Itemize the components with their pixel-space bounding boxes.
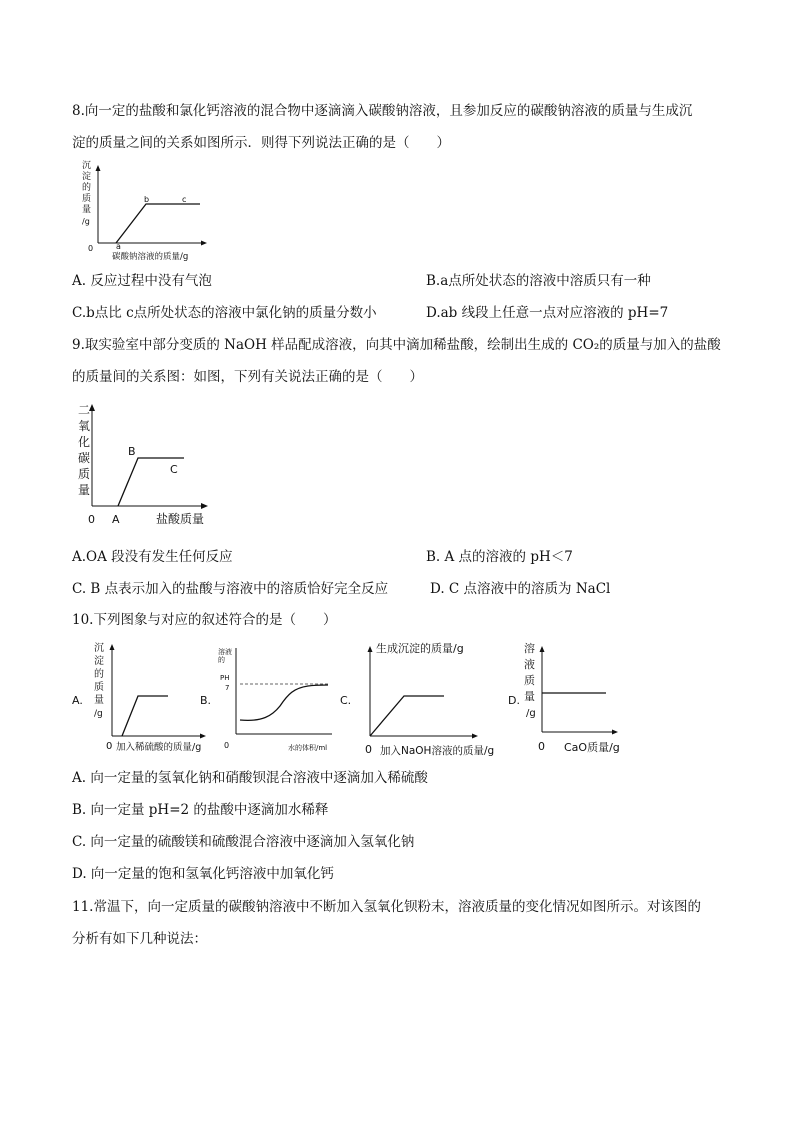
q8-stem-line2: 淀的质量之间的关系如图所示．则得下列说法正确的是（ ） [72, 135, 450, 151]
q10-b-seven: 7 [225, 684, 230, 692]
q10-option-b: B. 向一定量 pH=2 的盐酸中逐滴加水稀释 [72, 802, 329, 818]
q10-c-x-arrow [472, 734, 478, 739]
q10-b-curve [240, 685, 328, 720]
q9-point-c: C [170, 463, 178, 476]
q9-ylabel-6: 量 [78, 483, 91, 497]
q10-d-ylabel-5: /g [526, 708, 536, 719]
q10-a-ylabel-4: 质 [94, 682, 104, 693]
q10-a-xlabel: 加入稀硫酸的质量/g [116, 742, 202, 753]
q11-stem-line1: 11.常温下，向一定质量的碳酸钠溶液中不断加入氢氧化钡粉末，溶液质量的变化情况如图所示。对该图的 [72, 899, 701, 915]
q8-xlabel: 碳酸钠溶液的质量/g [112, 252, 189, 262]
q10-d-y-arrow [540, 646, 545, 652]
q10-d-xlabel: CaO质量/g [564, 741, 620, 754]
q10-graph-d-tag: D. [508, 694, 520, 707]
q9-ylabel-3: 化 [78, 435, 91, 449]
q9-option-c: C. B 点表示加入的盐酸与溶液中的溶质恰好完全反应 [72, 581, 389, 597]
q10-d-ylabel-2: 液 [524, 658, 535, 671]
q9-point-a: A [112, 513, 120, 526]
q8-ylabel-5: 量 [82, 205, 92, 215]
q10-d-x-arrow [612, 730, 618, 735]
q9-stem-line2: 的质量间的关系图：如图，下列有关说法正确的是（ ） [72, 369, 423, 385]
q8-x-arrow [201, 241, 207, 246]
q10-option-a: A. 向一定量的氢氧化钠和硝酸钡混合溶液中逐滴加入稀硫酸 [72, 770, 428, 786]
q10-d-origin: 0 [538, 740, 545, 753]
q10-c-y-arrow [368, 646, 373, 652]
q10-b-origin: 0 [224, 741, 230, 750]
q9-option-a: A.OA 段没有发生任何反应 [72, 549, 233, 565]
q10-graph-c-tag: C. [340, 694, 352, 707]
q10-b-ylabel-1: 溶液 [218, 648, 232, 656]
q9-stem-line1: 9.取实验室中部分变质的 NaOH 样品配成溶液，向其中滴加稀盐酸，绘制出生成的 CO₂的质量与加入的盐酸 [72, 337, 721, 353]
q8-option-b: B.a点所处状态的溶液中溶质只有一种 [426, 273, 651, 289]
q8-stem-line1: 8.向一定的盐酸和氯化钙溶液的混合物中逐滴滴入碳酸钠溶液，且参加反应的碳酸钠溶液的质量与生成沉 [72, 103, 693, 119]
q10-d-ylabel-1: 溶 [524, 642, 535, 655]
q9-ylabel-4: 碳 [78, 451, 91, 465]
q9-ylabel-2: 氧 [78, 419, 91, 433]
q10-a-ylabel-5: 量 [94, 695, 104, 706]
q10-graph-a-tag: A. [72, 694, 83, 707]
q9-option-d: D. C 点溶液中的溶质为 NaCl [430, 581, 611, 597]
q10-d-ylabel-4: 量 [524, 690, 535, 703]
q10-option-d: D. 向一定量的饱和氢氧化钙溶液中加氧化钙 [72, 866, 334, 882]
q8-graph [76, 160, 216, 265]
q9-option-b: B. A 点的溶液的 pH＜7 [426, 549, 573, 565]
q9-graph [74, 398, 214, 530]
q8-y-arrow [96, 165, 101, 171]
q8-ylabel-6: /g [82, 217, 90, 226]
q10-a-origin: 0 [106, 741, 113, 752]
q10-a-ylabel-1: 沉 [94, 643, 104, 654]
q10-graph-c [340, 636, 515, 756]
q10-a-ylabel-2: 淀 [94, 656, 104, 667]
q10-stem: 10.下列图象与对应的叙述符合的是（ ） [72, 612, 337, 628]
q8-point-c: c [182, 195, 187, 204]
q8-ylabel-1: 沉 [82, 161, 92, 171]
q10-c-curve [370, 696, 444, 736]
q8-option-a: A. 反应过程中没有气泡 [72, 273, 212, 289]
q9-x-arrow [201, 503, 208, 509]
q10-option-c: C. 向一定量的硫酸镁和硫酸混合溶液中逐滴加入氢氧化钠 [72, 834, 415, 850]
q8-point-a: a [116, 242, 121, 251]
q9-xlabel: 盐酸质量 [156, 512, 205, 526]
q10-c-xlabel: 加入NaOH溶液的质量/g [380, 745, 495, 757]
q10-c-origin: 0 [365, 743, 372, 756]
q10-a-y-arrow [110, 644, 115, 650]
q10-b-ylabel-3: PH [220, 674, 230, 682]
q8-curve [116, 204, 200, 243]
q10-graph-d [508, 636, 638, 756]
q10-c-ylabel: 生成沉淀的质量/g [376, 642, 464, 655]
q8-option-c: C.b点比 c点所处状态的溶液中氯化钠的质量分数小 [72, 305, 377, 321]
q10-a-ylabel-3: 的 [94, 669, 104, 680]
q9-point-b: B [128, 445, 136, 458]
q10-graph-b-tag: B. [200, 694, 212, 707]
q9-origin: 0 [88, 513, 95, 526]
q9-ylabel-1: 二 [78, 403, 91, 417]
q11-stem-line2: 分析有如下几种说法： [72, 931, 207, 947]
q10-b-ylabel-2: 的 [218, 656, 225, 664]
q10-a-ylabel-6: /g [94, 709, 103, 719]
q8-origin: 0 [88, 244, 94, 253]
q10-b-xlabel: 水的体积/ml [288, 744, 328, 752]
q9-ylabel-5: 质 [78, 467, 91, 481]
q8-ylabel-3: 的 [82, 183, 92, 193]
q10-a-curve [122, 696, 168, 736]
q10-graph-a [72, 636, 212, 756]
q8-option-d: D.ab 线段上任意一点对应溶液的 pH=7 [426, 305, 669, 321]
q8-point-b: b [144, 195, 150, 204]
q10-d-ylabel-3: 质 [524, 674, 535, 687]
q10-graph-b [200, 636, 340, 756]
q8-ylabel-4: 质 [82, 194, 92, 204]
q8-ylabel-2: 淀 [82, 172, 92, 182]
